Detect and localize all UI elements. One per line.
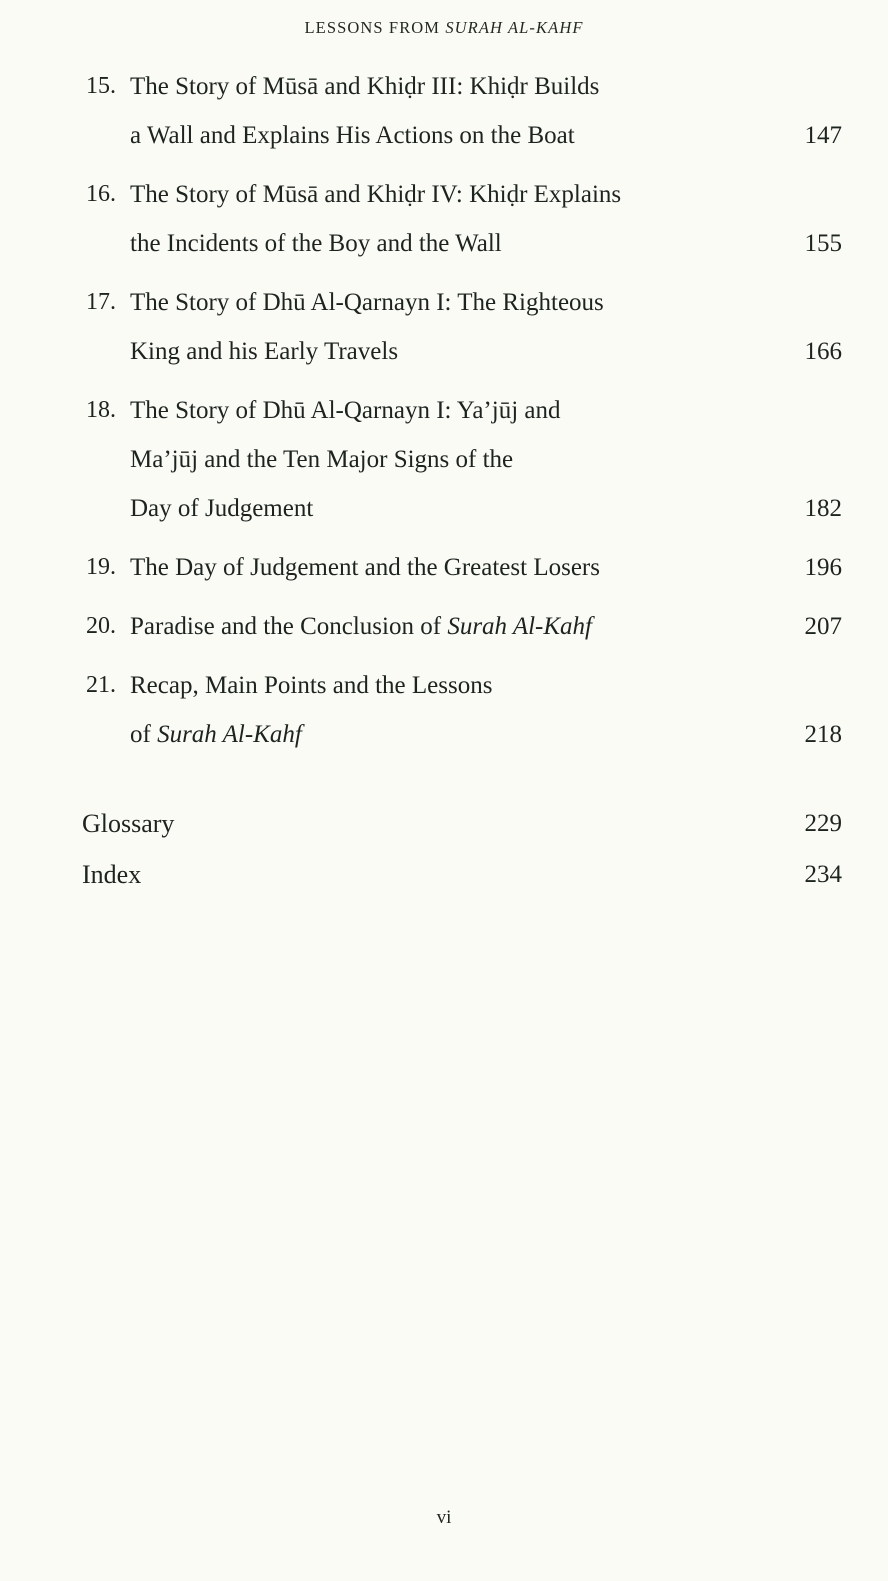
toc-entry-title-line: The Story of Dhū Al-Qarnayn I: Ya’jūj and <box>130 397 561 424</box>
toc-entry[interactable] <box>82 278 842 376</box>
page-folio: vi <box>436 1507 452 1528</box>
toc-entry-page: 147 <box>804 122 842 149</box>
toc-entry-title-plain: Paradise and the Conclusion of <box>130 613 448 640</box>
toc-entry-title-italic: Surah Al-Kahf <box>447 613 593 640</box>
toc-entry-title-plain: Recap, Main Points and the Lessons <box>130 672 493 699</box>
toc-entry-title <box>130 386 768 533</box>
toc-entry[interactable] <box>82 602 842 651</box>
table-of-contents <box>82 62 842 901</box>
running-head-title: SURAH AL-KAHF <box>445 18 584 37</box>
toc-entry-title-line: The Day of Judgement and the Greatest Losers <box>130 554 600 581</box>
toc-entry-title-line <box>130 710 768 759</box>
toc-entry-title-line: The Story of Mūsā and Khiḍr IV: Khiḍr Explains <box>130 181 622 208</box>
toc-entry[interactable] <box>82 661 842 759</box>
toc-entry[interactable] <box>82 170 842 268</box>
toc-entry-number: 15. <box>86 73 116 99</box>
toc-entry[interactable] <box>82 62 842 160</box>
toc-entry-title <box>130 661 768 759</box>
toc-entry-title <box>130 602 768 651</box>
toc-entry-title-line <box>130 602 768 651</box>
toc-entry-title-line: Day of Judgement <box>130 495 314 522</box>
toc-entry[interactable] <box>82 386 842 533</box>
toc-entry-title-line: a Wall and Explains His Actions on the Boat <box>130 122 575 149</box>
toc-entry-title <box>130 278 768 376</box>
toc-entry-title-line <box>130 661 768 710</box>
toc-entry-page: 196 <box>804 554 842 581</box>
toc-entry-title-line: The Story of Dhū Al-Qarnayn I: The Righteous <box>130 289 604 316</box>
running-head-prefix: LESSONS FROM <box>304 18 446 37</box>
toc-entry-title-line: King and his Early Travels <box>130 338 399 365</box>
toc-entry-number: 21. <box>86 672 116 698</box>
toc-entry[interactable] <box>82 543 842 592</box>
toc-entry-number: 16. <box>86 181 116 207</box>
toc-back-matter-entry[interactable] <box>82 799 842 848</box>
toc-entry-title <box>130 170 768 268</box>
toc-entry-page: 182 <box>804 495 842 522</box>
toc-entry-title-italic: Surah Al-Kahf <box>157 721 302 748</box>
toc-entry-number: 20. <box>86 613 116 639</box>
section-spacer <box>82 769 842 799</box>
toc-entry-number: 19. <box>86 554 116 580</box>
toc-back-matter-entry[interactable] <box>82 850 842 899</box>
toc-entry-title-line: Ma’jūj and the Ten Major Signs of the <box>130 446 514 473</box>
toc-entry-title-line: the Incidents of the Boy and the Wall <box>130 230 502 257</box>
toc-back-matter-title: Glossary <box>82 809 175 838</box>
toc-entry-page: 218 <box>804 721 842 748</box>
toc-back-matter-page: 234 <box>804 861 842 888</box>
toc-entry-page: 155 <box>804 230 842 257</box>
toc-entry-title <box>130 62 768 160</box>
toc-entry-page: 207 <box>804 613 842 640</box>
toc-back-matter-page: 229 <box>804 810 842 837</box>
toc-entry-title <box>130 543 768 592</box>
toc-back-matter-title: Index <box>82 860 142 889</box>
running-head <box>0 18 888 38</box>
toc-entry-number: 17. <box>86 289 116 315</box>
toc-entry-number: 18. <box>86 397 116 423</box>
toc-entry-title-plain: of <box>130 721 158 748</box>
toc-entry-page: 166 <box>804 338 842 365</box>
toc-entry-title-line: The Story of Mūsā and Khiḍr III: Khiḍr Builds <box>130 73 600 100</box>
